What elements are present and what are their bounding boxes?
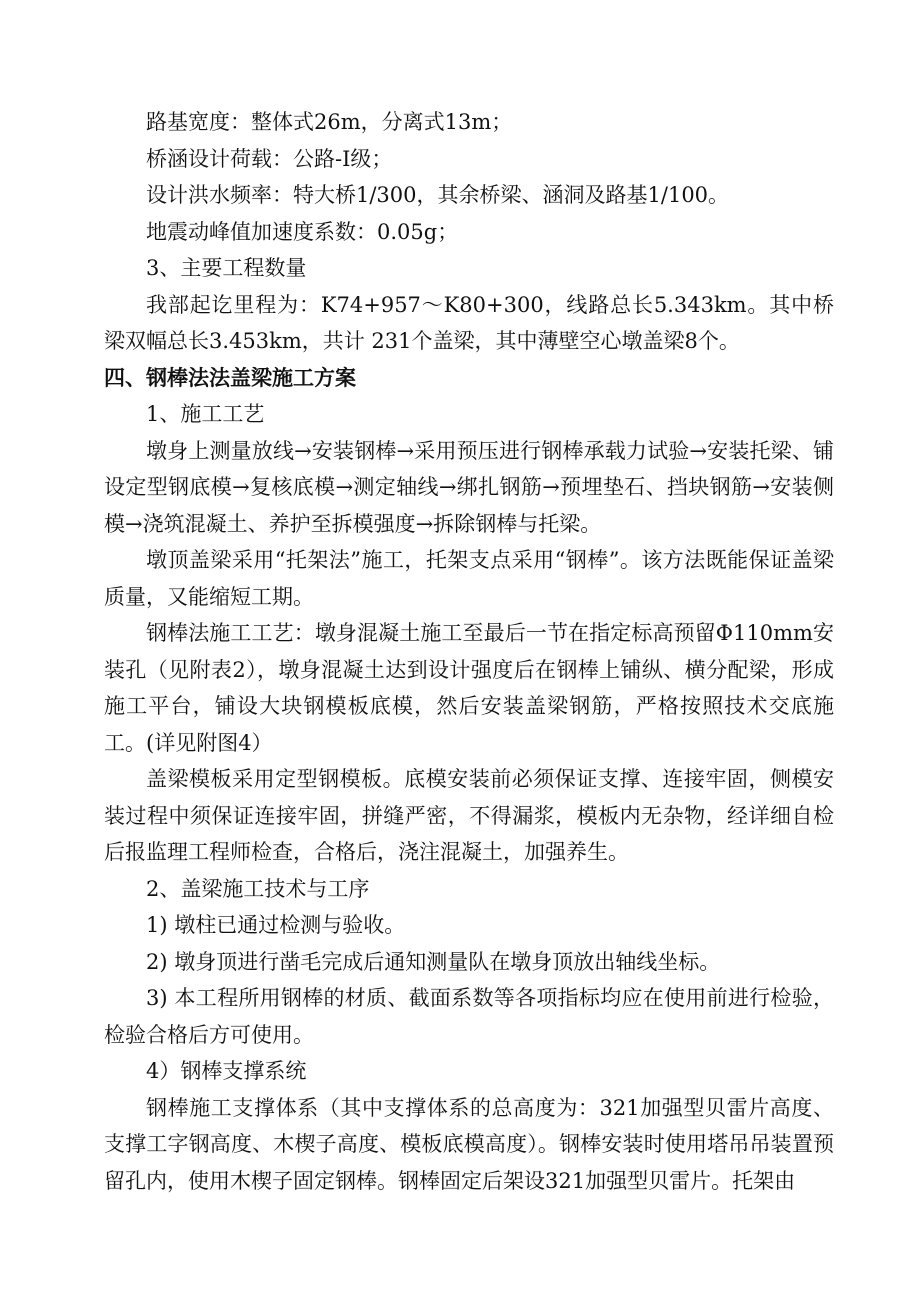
paragraph-bracket-method: 墩顶盖梁采用“托架法”施工，托架支点采用“钢棒”。该方法既能保证盖梁质量，又能缩短工期。 <box>104 548 834 609</box>
subheading-technique-and-procedure: 2、盖梁施工技术与工序 <box>146 876 370 901</box>
subheading-main-quantities: 3、主要工程数量 <box>146 256 307 280</box>
list-item-1: 1) 墩柱已通过检测与验收。 <box>146 913 406 937</box>
paragraph-support-system: 钢棒施工支撑体系（其中支撑体系的总高度为：321加强型贝雷片高度、支撑工字钢高度、木楔子高度、模板底模高度）。钢棒安装时使用塔吊吊装置预留孔内，使用木楔子固定钢棒。钢棒固定后架设321加强型贝雷片。托架由 <box>104 1095 834 1193</box>
section-heading-steel-bar-method: 四、钢棒法法盖梁施工方案 <box>104 364 356 390</box>
document-body <box>104 104 834 1199</box>
paragraph-mileage: 我部起讫里程为：K74+957～K80+300，线路总长5.343km。其中桥梁双幅总长3.453km，共计 231个盖梁，其中薄壁空心墩盖梁8个。 <box>104 292 834 353</box>
paragraph-formwork: 盖梁模板采用定型钢模板。底模安装前必须保证支撑、连接牢固，侧模安装过程中须保证连接牢固，拼缝严密，不得漏浆，模板内无杂物，经详细自检后报监理工程师检查，合格后，浇注混凝土，加强养生。 <box>104 767 834 864</box>
paragraph-roadbed-width: 路基宽度：整体式26m，分离式13m； <box>146 110 513 134</box>
paragraph-process-flow: 墩身上测量放线→安装钢棒→采用预压进行钢棒承载力试验→安装托梁、铺设定型钢底模→复核底模→测定轴线→绑扎钢筋→预埋垫石、挡块钢筋→安装侧模→浇筑混凝土、养护至拆模强度→拆除钢棒与托梁。 <box>104 438 834 536</box>
paragraph-flood-frequency: 设计洪水频率：特大桥1/300，其余桥梁、涵洞及路基1/100。 <box>146 183 730 207</box>
paragraph-steel-bar-process: 钢棒法施工工艺：墩身混凝土施工至最后一节在指定标高预留Φ110mm安装孔（见附表2），墩身混凝土达到设计强度后在钢棒上铺纵、横分配梁，形成施工平台，铺设大块钢模板底模，然后安装盖梁钢筋，严格按照技术交底施工。(详见附图4） <box>104 621 834 755</box>
paragraph-seismic-coefficient: 地震动峰值加速度系数：0.05g； <box>146 219 459 244</box>
list-item-2: 2) 墩身顶进行凿毛完成后通知测量队在墩身顶放出轴线坐标。 <box>146 949 721 974</box>
paragraph-design-load: 桥涵设计荷载：公路-Ⅰ级； <box>146 146 393 171</box>
list-item-3: 3) 本工程所用钢棒的材质、截面系数等各项指标均应在使用前进行检验，检验合格后方可使用。 <box>104 986 834 1047</box>
list-item-4: 4）钢棒支撑系统 <box>146 1059 307 1083</box>
subheading-construction-process: 1、施工工艺 <box>146 402 265 426</box>
